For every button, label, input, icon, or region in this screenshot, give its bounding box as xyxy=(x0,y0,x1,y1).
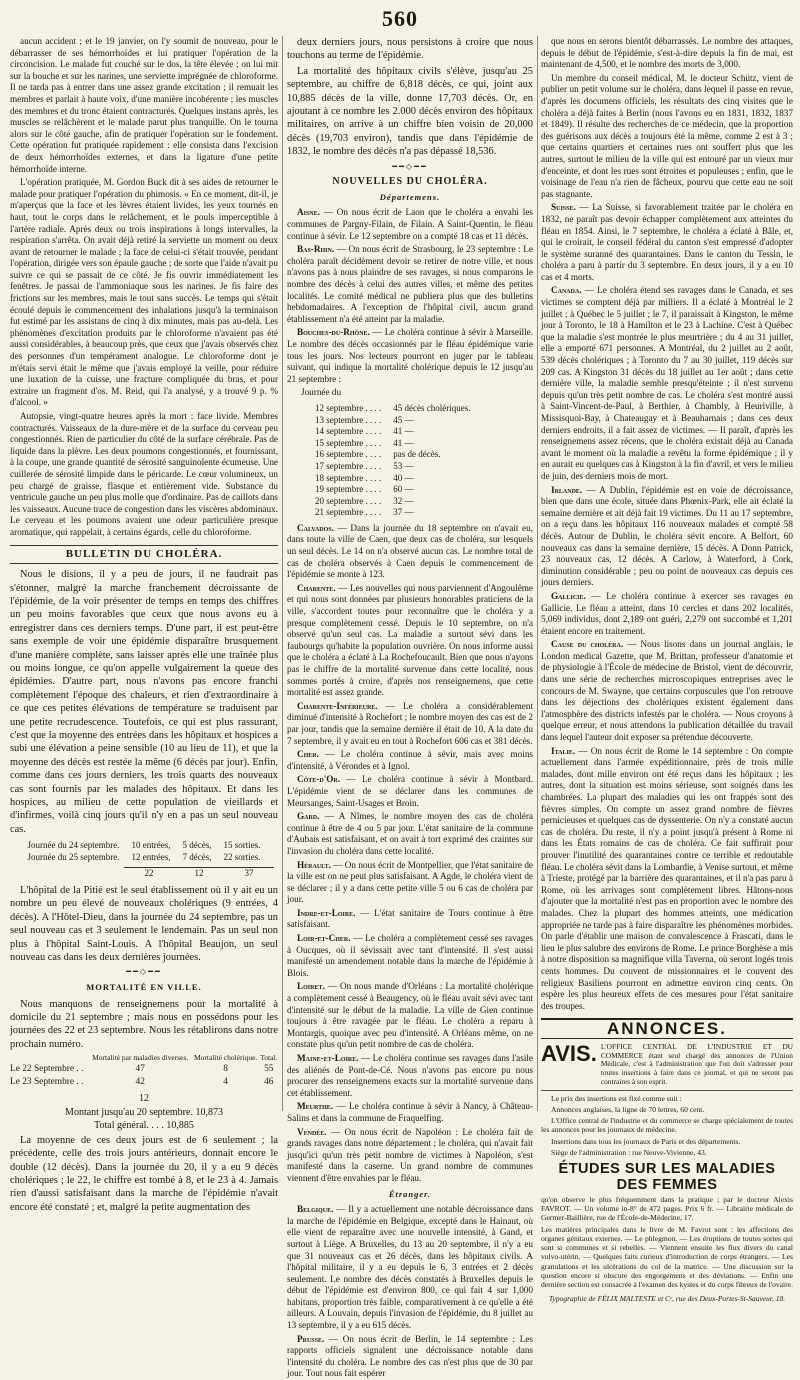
table-cell: 21 septembre . . . . xyxy=(315,507,382,518)
table-cell: 45 décès cholériques. xyxy=(393,402,471,413)
news-item xyxy=(287,207,533,242)
avis-text: L'OFFICE CENTRAL DE L'INDUSTRIE ET DU COMMERCE étant seul chargé des annonces de l'Union Médicale, c'est à l'administration que l'on doit s'adresser pour toutes insertions à faire dans ce journal, et qui ne seront pas contraires à son esprit. xyxy=(600,1041,793,1087)
news-text: — On nous écrit de Napoléon : Le choléra fait de grands ravages dans notre département ; le choléra, qui n'avait fait jusqu'ici qu'un très petit nombre de victimes à Napoléon, s'est manifesté dans la caserne. Un grand nombre de communes viennent d'être envahies par le fléau. xyxy=(287,1126,533,1183)
news-item xyxy=(287,701,533,747)
table-cell: 15 sorties. xyxy=(223,840,261,851)
news-place: Charente-Inférieure. xyxy=(297,700,378,711)
news-item xyxy=(287,908,533,931)
table-cell: Journée du 25 septembre. xyxy=(27,851,120,862)
table-row xyxy=(309,438,476,450)
bulletin-text xyxy=(10,568,278,836)
mortalite-montant: Montant jusqu'au 20 septembre. 10,873 xyxy=(65,1106,223,1118)
table-cell: 37 — xyxy=(393,507,414,518)
news-place: Meurthe. xyxy=(297,1101,334,1112)
table-cell: 8 xyxy=(223,1063,228,1074)
foreign-news xyxy=(541,202,793,1012)
news-item xyxy=(541,746,793,1013)
paragraph: aucun accident ; et le 19 janvier, on l'y soumit de nouveau, pour le débarrasser de ses hémorrhoïdes et lui pratiquer l'opération de la circoncision. Le malade fut couché sur le dos, la tête élevée ; on lui mit sur la bouche et sur les narines, une serviette imprégnée de chloroforme. Il ne tarda pas à entrer dans une assez grande excitation ; il remuait les membres et parlait à haute voix, d'une manière incohérente ; les muscles des membres et du tronc étaient contracturés. Quelques instans après, les muscles se relâchèrent et le malade parut plus tranquille. On le tourna alors sur le côté gauche, afin de pratiquer l'opération sur le fondement. Cette opération fut pratiquée rapidement : elle consista dans l'excision de deux hémorrhoïdes externes, et dans la ligature d'une petite hémorrhoïde interne. xyxy=(10,36,278,174)
news-text: — Le choléra continue à sévir à Montbard. L'épidémie vient de se déclarer dans les communes de Meursanges, Saint-Usages et Broin. xyxy=(287,774,533,808)
paragraph: deux derniers jours, nous persistons à croire que nous touchons au terme de l'épidémie. xyxy=(287,37,533,62)
page-number: 560 xyxy=(382,6,418,31)
mortalite-text xyxy=(10,998,278,1052)
article-continuation xyxy=(10,36,278,539)
table-row xyxy=(309,415,476,427)
column-3 xyxy=(541,36,793,1304)
news-place: Prusse. xyxy=(297,1333,325,1344)
imprint: Typographie de FÉLIX MALTESTE et Cᵉ, rue des Deux-Portes-St-Sauveur, 18. xyxy=(548,1294,786,1304)
paragraph: que nous en serons bientôt débarrassés. Le nombre des attaques, depuis le début de l'épidémie, s'est-à-dire depuis la fin de mai, est maintenant de 4,500, et le nombre des morts de 3,000. xyxy=(541,36,793,70)
table-cell: 46 xyxy=(264,1077,274,1088)
table-row xyxy=(22,840,267,852)
table-cell: Le 23 Septembre . . xyxy=(10,1077,84,1088)
news-text: — On nous mande d'Orléans : La mortalité cholérique a complètement cessé à Beaugency, où le fléau avait sévi avec tant d'intensité sur le début de la maladie. La ville de Gien continue toujours à être ravagée par le fléau. Le choléra a reparu à Montargis, quoique avec peu d'intensité. A Orléans même, on ne constate plus qu'un petit nombre de cas de choléra. xyxy=(287,981,533,1050)
news-text: — On nous écrit de Berlin, le 14 septembre : Les rapports officiels signalent une décroissance notable dans l'intensité du choléra. Le nombre des cas n'est plus que de 30 par jour. Tout nous fait espérer xyxy=(287,1333,533,1379)
news-item xyxy=(287,811,533,857)
table-cell: 7 décès, xyxy=(182,851,212,862)
news-place: Bas-Rhin. xyxy=(297,244,335,255)
table-cell: 55 xyxy=(264,1063,274,1074)
marseille-table xyxy=(309,403,476,519)
mortalite-text-2 xyxy=(10,1134,278,1214)
news-place: Hérault. xyxy=(297,859,331,870)
news-text: — Le choléra continue ses ravages dans l'asile des aliénés de Pont-de-Cé. Nous n'avons pas encore pu nous procurer des renseignemens exacts sur la mortalité survenue dans cet établissement. xyxy=(287,1053,533,1098)
news-item xyxy=(287,1053,533,1099)
ornament: ━━◇━━ xyxy=(392,161,428,171)
paragraph: Nous le disions, il y a peu de jours, il ne faudrait pas s'étonner, malgré la marche franchement décroissante de l'épidémie, de la voir présenter de temps en temps des chiffres un peu moins favorables que ceux que nous avons eu à enregistrer dans ces derniers temps. D'une part, il est peut-être sans exemple de voir une épidémie disparaître brusquement d'une manière complète, sans laisser après elle une traînée plus ou moins longue, ce qu'on appelle vulgairement la queue des épidémies. D'autre part, nous n'avons pas encore franchi complètement l'époque des chaleurs, et rien d'extraordinaire à ce que ces petites élévations de température se traduisent par une petite recrudescence. Toutefois, ce qui est plus rassurant, c'est que la moyenne des entrées dans les hôpitaux et hospices a subi une élévation a peine sensible (10 au lieu de 11), et que la moyenne des décès est restée la même (6 décès par jour). Enfin, comme dans ces jours derniers, les trois quarts des nouveaux cas sont fournis par les malades des hôpitaux. Et dans les hospices, au milieu de cette population de vieillards et d'infirmes, voilà cinq jours qu'il n'y en a pas un seul nouveau cas. xyxy=(10,569,278,835)
annonce-line: Annonces anglaises, la ligne de 70 lettres, 60 cent. xyxy=(551,1105,705,1115)
avis-title: AVIS. xyxy=(541,1040,597,1066)
mortalite-title: MORTALITÉ EN VILLE. xyxy=(86,982,202,993)
news-place: Gallicie. xyxy=(551,590,586,601)
news-place: Suisse. xyxy=(551,202,576,213)
total-deces: 12 xyxy=(174,868,224,880)
paragraph: Nous manquons de renseignemens pour la mortalité à domicile du 21 septembre ; mais nous en possédons pour les journées des 22 et 23 septembre. Nous les rétablirons dans notre prochain numéro. xyxy=(10,998,278,1050)
table-cell: 12 entrées, xyxy=(131,851,171,862)
table-cell: 41 — xyxy=(393,426,414,437)
table-cell: 16 septembre . . . . xyxy=(315,449,382,460)
news-text: — Le choléra continue à exercer ses ravages en Gallicie. Le fléau a atteint, dans 10 cercles et dans 202 localités, 5,069 individus, dont 2,189 ont guéri, 2,279 ont succombé et 1,201 étaient encore en traitement. xyxy=(541,590,793,636)
news-text: — Le choléra étend ses ravages dans le Canada, et ses victimes se comptent déjà par milliers. Il a éclaté à Montréal le 2 juillet ; à Québec le 5 juillet ; le 7, il paraissait à Kingston, le même jour à Toronto, le 18 à Hamilton et le 23 à Lachine. C'est à Québec que la maladie s'est montrée le plus meurtrière ; du 4 au 31 juillet, elle a emporté 671 personnes. A Montréal, du 2 juillet au 2 août, 539 décès cholériques ; à Toronto du 7 au 30 juillet, 119 décès sur 209 cas. A Kingston 31 décès du 18 juillet au 1er août ; dans cette dernière ville, la maladie semble presqu'éteinte ; il n'est survenu depuis qu'un très petit nombre de cas. Le choléra s'est montré aussi à Saint-Vincent-de-Paul, à Berthier, à Chambly, à Heuriville, à Missisquoi-Bay, à Chateaugay et à Beauharnais ; dans ces deux derniers endroits, il a fait assez de victimes. — Il paraît, d'après les renseignemens assez récens, que le choléra existait déjà au Canada avant le moment où la maladie a revêtu la forme épidémique ; il y en aurait eu quelques cas à Kingston à la fin d'avril, et vers le milieu de juin, des derniers mois de mort. xyxy=(541,285,793,481)
news-item xyxy=(287,327,533,385)
table-cell: 12 septembre . . . . xyxy=(315,402,382,413)
news-place: Bouches-du-Rhône. xyxy=(297,327,370,338)
etranger-news xyxy=(287,1204,533,1380)
table-row xyxy=(309,449,476,461)
news-text: — On nous écrit de Montpellier, que l'état sanitaire de la ville est on ne peut plus satisfaisant. A Agde, le choléra vient de se déclarer ; il y a dans cette petite ville 5 ou 6 cas de choléra par jour. xyxy=(287,859,533,905)
news-item xyxy=(541,591,793,637)
etudes-text: qu'on observe le plus fréquemment dans la pratique ; par le docteur Alexis FAVROT. — Un volume in-8° de 472 pages. Prix 6 fr. — Librairie médicale de Germer-Baillière, rue de l'École-de-Médecine, 17. xyxy=(541,1195,793,1223)
table-row xyxy=(309,403,476,415)
table-cell: 18 septembre . . . . xyxy=(315,472,382,483)
mortalite-total: Total général. . . . 10,885 xyxy=(94,1120,194,1132)
news-place: Maine-et-Loire. xyxy=(297,1053,359,1063)
paragraph: L'hôpital de la Pitié est le seul établissement où il y ait eu un nombre un peu élevé de nouveaux cholériques (9 entrées, 4 décès). A l'Hôtel-Dieu, dans la journée du 24 septembre, pas un seul nouveau cas et 3 seulement le lendemain. Pas un seul non plus à l'hôpital Saint-Louis. A l'hôpital Beaujon, un seul nouveau cas dans les deux dernières journées. xyxy=(10,885,278,964)
news-item xyxy=(287,583,533,699)
departements-title: Départemens. xyxy=(379,191,441,202)
news-text: — Il y a actuellement une notable décroissance dans la marche de l'épidémie en Belgique, excepté dans le Hainaut, où elle vient de reparaître avec une nouvelle intensité, à Gand, et surtout à Liège. A Bruxelles, du 13 au 20 septembre, il n'y a eu que 31 nouveaux cas et 26 décès, dans les hôpitaux civils. A l'hôpital militaire, il y a eu depuis le 6, 3 entrées et 2 décès seulement. Le nombre des décès constatés à Bruxelles depuis le début de l'épidémie est d'environ 800, ce qui fait 4 sur 1,000 habitans, proportion très faible, comparativement à ce qu'elle a été ailleurs. A Louvain, depuis l'invasion de l'épidémie, du 8 juillet au 13 septembre, il y a eu 615 décès. xyxy=(287,1204,533,1331)
table-header xyxy=(10,1054,89,1063)
table-row xyxy=(309,484,476,496)
mortalite-table xyxy=(10,1054,278,1090)
news-item xyxy=(287,1127,533,1185)
column-1 xyxy=(10,36,278,1213)
news-text: — La Suisse, si favorablement traitée par le choléra en 1832, ne paraît pas devoir échapper complètement aux atteintes du fléau en 1854. Ainsi, le 7 septembre, le choléra a éclaté à Bâle, et, qui le croirait, le conseil fédéral du canton s'est empressé d'adopter le système suranné des quarantaines. Dans le canton du Tessin, le choléra a paru à partir du 3 septembre. En deux jours, il y a eu 10 cas et 4 morts. xyxy=(541,202,793,282)
news-place: Cause du choléra. xyxy=(551,639,624,650)
news-place: Indre-et-Loire. xyxy=(297,907,356,918)
bulletin-table xyxy=(22,840,267,863)
column-divider xyxy=(282,36,283,1111)
annonces-lines xyxy=(541,1094,793,1157)
news-place: Loiret. xyxy=(297,981,325,992)
table-cell: 32 — xyxy=(393,495,414,506)
news-place: Calvados. xyxy=(297,522,334,533)
departements-news xyxy=(287,207,533,385)
avis-box xyxy=(541,1040,793,1091)
column-divider xyxy=(537,36,538,1111)
news-text: — Dans la journée du 18 septembre on n'avait eu, dans toute la ville de Caen, que deux cas de choléra, sur lesquels un seul décès. Le 14 on n'a observé aucun cas. Le nombre total de cas de choléra observés à Caen depuis le commencement de l'épidémie se monte à 123. xyxy=(287,522,533,580)
table-cell: 5 décès, xyxy=(182,840,212,851)
news-place: Belgique. xyxy=(297,1204,334,1215)
paragraph: Un membre du conseil médical, M. le docteur Schütz, vient de publier un petit volume sur le choléra, dans lequel il passe en revue, d'après les documens officiels, les résultats des cinq visites que le choléra a déjà faites à Berlin (nous l'avons eu en 1831, 1832, 1837 et 1849). Il résulte des recherches de ce médecin, que la proportion des guérisons aux décès a toujours été la même, comme 2 est à 3 ; que certains quartiers et certaines rues ont souffert plus que les autres, surtout le milieu de la ville qui est entouré par un vieux mur d'enceinte, et dont les rues sont étroites et populeuses ; enfin, que le voisinage de l'eau n'a rien de fâcheux, pourvu que cette eau ne soit pas stagnante. xyxy=(541,72,793,199)
etudes-title: ÉTUDES SUR LES MALADIES DES FEMMES xyxy=(558,1161,776,1194)
news-text: — Le choléra a complètement cessé ses ravages à Oucques, où il sévissait avec tant d'intensité. Il s'est aussi manifesté un amendement notable dans la marche de l'épidémie à Blois. xyxy=(287,933,533,978)
table-header: Mortalité par maladies diverses. xyxy=(92,1053,189,1063)
news-text: — Les nouvelles qui nous parviennent d'Angoulême et qui nous sont données par plusieurs honorables praticiens de la ville, s'accordent toutes pour reconnaître que le choléra y a presque complètement cessé. Depuis le 10 septembre, on n'a observé qu'un seul cas. La maladie a surtout sévi dans les faubourgs qu'habite la population ouvrière. On nous informe aussi que le choléra a éclaté à La Rochefoucault. Bien que nous n'ayons pas le chiffre de la mortalité survenue dans cette localité, nous sommes portés à croire, d'après nos renseignemens, que cette mortalité est assez grande. xyxy=(287,582,533,698)
table-row xyxy=(10,1076,278,1090)
total-entrees: 22 xyxy=(124,868,174,880)
news-item xyxy=(287,244,533,325)
news-item xyxy=(541,202,793,283)
news-item xyxy=(287,1204,533,1332)
table-row xyxy=(309,461,476,473)
bulletin-title: BULLETIN DU CHOLÉRA. xyxy=(10,545,278,565)
news-item xyxy=(287,981,533,1051)
table-cell: 13 septembre . . . . xyxy=(315,414,382,425)
news-text: — On nous écrit de Rome le 14 septembre : On compte actuellement dans l'armée expéditionnaire, près de trois mille malades, dont mille environ ont été reçus dans les hôpitaux ; les autres, dont la situation est moins sérieuse, sont soignés dans les chambrées. La plupart des maladies qui les ont frappés sont des fièvres simples. On compte un assez grand nombre de fièvres pernicieuses et quelques cas de dyssenterie. On n'y a constaté aucun cas de choléra. Du reste, il n'y a point jusqu'à présent à Rome ni dans les États romains de cas de choléra. Ce fait suffirait pour prouver l'inutilité des quarantaines contre ce terrible et redoutable fléau. Le choléra sévit dans la Lombardie, à Venise surtout, et même à Trieste, protégé par la barrière des quarantaines, et il n'a pas paru à Rome, où les arrivages sont complètement libres. Hâtons-nous d'ajouter que la mortalité n'est pas en proportion avec le nombre des malades. Chez la plupart des hommes atteints, une médication appropriée ne tarde pas à faire disparaître les phénomènes morbides. On parle d'établir une maison de convalescence à Frascati, dans le lieu le plus salubre des environs de Rome. Le prince Borghèse a mis à notre disposition sa magnifique villa Taverna, où seront logés trois cents hommes. Du couvent de missionnaires et le couvent des religieux Basiliens pourront en admettre environ cinq cents. On espère les plus heureux effets de ces mesures pour l'état sanitaire des troupes. xyxy=(541,745,793,1011)
table-cell: pas de décès. xyxy=(393,449,441,460)
departements-news-2 xyxy=(287,523,533,1185)
news-item xyxy=(287,860,533,906)
news-place: Gard. xyxy=(297,811,320,822)
annonce-line: Le prix des insertions est fixé comme suit : xyxy=(551,1093,682,1103)
total-sorties: 37 xyxy=(224,868,274,880)
paragraph: Autopsie, vingt-quatre heures après la mort : face livide. Membres contracturés. Vaisseaux de la dure-mère et de la surface du cerveau peu congestionnés. Rien de particulier du côté de la surface cérébrale. Pas de liquide dans la plèvre. Les deux poumons congestionnés, et fournissant, à la coupe, une grande quantité de sérosité sanguinolente écumeuse. Une cuillerée de sérosité limpide dans le péricarde. Le cœur volumineux, un peu chargé de graisse, flasque et entièrement vide. Substance du ventricule gauche un peu plus molle que d'ordinaire. Pas de caillots dans les vaisseaux. Aucune trace de congestion dans les viscères abdominaux. Le cerveau et les poumons avaient une odeur particulière presque aromatique, qui rappelait, à certains égards, celle du chloroforme. xyxy=(10,411,278,537)
table-header: Total. xyxy=(260,1053,278,1063)
news-item xyxy=(541,485,793,589)
news-text: — A Nîmes, le nombre moyen des cas de choléra continue à être de 4 ou 5 par jour. L'état sanitaire de la commune d'Aubais est satisfaisant, et on avait à tort exprimé des craintes sur l'invasion du choléra dans cette localité. xyxy=(287,811,533,856)
bulletin-text-2 xyxy=(10,884,278,964)
table-cell: 4 xyxy=(223,1077,228,1088)
ornament: ━━◇━━ xyxy=(126,967,162,977)
news-place: Côte-d'Or. xyxy=(297,774,341,785)
table-row xyxy=(309,507,476,519)
column-2 xyxy=(287,36,533,1379)
table-cell: Journée du 24 septembre. xyxy=(27,840,120,851)
table-row xyxy=(10,1063,278,1077)
table-row xyxy=(22,852,267,864)
news-place: Vendée. xyxy=(297,1126,327,1137)
news-place: Irlande. xyxy=(551,484,583,495)
news-item xyxy=(287,1101,533,1124)
table-cell: 10 entrées, xyxy=(131,840,171,851)
news-text: — Nous lisons dans un journal anglais, le London medical Gazette, que M. Brittan, professeur d'anatomie et de physiologie à l'École de médecine de Bristol, vient de découvrir, dans une série de recherches microscopiques entreprises avec le concours de M. Swayne, que certains corpuscules que l'on retrouve dans les déjections des cholériques existent également dans l'atmosphère des districts infestés par le choléra. — Nous croyons à quelque erreur, et nous attendons la publication détaillée du travail dans lequel l'auteur doit exposer sa prétendue découverte. xyxy=(541,639,793,743)
news-item xyxy=(287,749,533,772)
news-item xyxy=(287,774,533,809)
table-cell: 22 sorties. xyxy=(223,851,261,862)
news-place: Canada. xyxy=(551,285,582,296)
table-cell: 42 xyxy=(135,1077,145,1088)
news-text: — Le choléra continue à sévir à Marseille. Le nombre des décès occasionnés par le fléau épidémique varie tous les jours. Nos lecteurs pourront en juger par le tableau suivant, qui indique la mortalité cholérique depuis le 12 jusqu'au 21 septembre : xyxy=(287,327,533,384)
news-place: Loir-et-Cher. xyxy=(297,933,351,944)
annonce-line: L'Office central de l'industrie et du commerce se charge spécialement de toutes les annonces pour les journaux de médecine. xyxy=(541,1116,793,1135)
news-text: — Le choléra a considérablement diminué d'intensité à Rochefort ; le nombre moyen des cas est de 2 par jour, tandis que la semaine dernière il était de 10. A la date du 7 septembre, il y avait eu en tout à Rochefort 606 cas et 381 décès. xyxy=(287,700,533,746)
mortalite-subtotal: 12 xyxy=(139,1092,149,1104)
news-text: — A Dublin, l'épidémie est en voie de décroissance, bien que dans une école, située dans Phœnix-Park, elle ait éclaté la semaine dernière et ait déjà fait 19 victimes. Du 11 au 17 septembre, on a reçu dans les hôpitaux 116 nouveaux malades et compté 58 décès. Autour de Dublin, le choléra sévit encore. A Belfort, 60 nouveaux cas dans la semaine dernière, 15 décès. A Donn Patrick, 23 nouveaux cas, 12 décès. A Carlow, à Waterford, à Cork, diminution considérable ; peu ou point de nouveaux cas depuis ces jours derniers. xyxy=(541,484,793,588)
news-text: — L'état sanitaire de Tours continue à être satisfaisant. xyxy=(287,907,533,930)
table-cell: 17 septembre . . . . xyxy=(315,460,382,471)
table-cell: 47 xyxy=(135,1063,145,1074)
news-item xyxy=(541,639,793,743)
etudes-text-2: Les matières principales dans le livre de M. Favrot sont : les affections des organes génitaux externes. — Le phlegmon. — Les éruptions de toutes sortes qui sont si communes et si rebelles. — Viennent ensuite les flux divers du canal vulvo-utérin. — Quelques faits curieux d'introduction de corps étrangers. — Les granulations et les ulcérations du col de la matrice. — Une discussion sur la question encore si obscure des engorgemens et des déviations. — Enfin une dernière section est consacrée à l'examen des kystes et du corps fibreux de l'ovaire. xyxy=(541,1224,793,1289)
news-text: — Le choléra continue à sévir à Nancy, à Château-Salins et dans la commune de Fraquelfing. xyxy=(287,1101,533,1123)
table-row xyxy=(309,426,476,438)
table-row xyxy=(309,473,476,485)
paragraph: La moyenne de ces deux jours est de 6 seulement ; la précédente, celle des trois jours antérieurs, donnait encore le double (12 décès). Dans la journée du 20, il y a eu 9 décès cholériques ; le 22, le chiffre est tombé à 8, et le 23 à 4. Jamais rien d'aussi satisfaisant dans la marche de l'épidémie n'avait encore été constaté ; et, malgré la petite augmentation des xyxy=(10,1134,278,1213)
news-place: Aisne. xyxy=(297,207,320,218)
annonces-title: ANNONCES. xyxy=(541,1018,793,1039)
news-item xyxy=(541,285,793,482)
article-continuation xyxy=(541,36,793,200)
news-item xyxy=(287,1334,533,1380)
news-item xyxy=(287,933,533,979)
nouvelles-title: NOUVELLES DU CHOLÉRA. xyxy=(332,176,488,188)
table-cell: 15 septembre . . . . xyxy=(315,437,382,448)
table-cell: 41 — xyxy=(393,437,414,448)
news-item xyxy=(287,523,533,581)
annonce-line: Siège de l'administration : rue Neuve-Vivienne, 43. xyxy=(551,1147,707,1157)
paragraph: La mortalité des hôpitaux civils s'élève, jusqu'au 25 septembre, au chiffre de 6,818 décès, ce qui, joint aux 10,885 décès de la ville, donne 17,703 décès. Or, en ajoutant à ce nombre les 2.000 décès environ des hôpitaux militaires, on arrive à un chiffre bien voisin de 20,000 décès (19,703 environ), tandis que dans l'épidémie de 1832, le nombre des décès n'a pas dépassé 18,536. xyxy=(287,65,533,158)
etranger-title: Étranger. xyxy=(388,1188,432,1199)
table-header: Mortalité cholérique. xyxy=(193,1053,258,1063)
paragraph: L'opération pratiquée, M. Gordon Buck dit à ses aides de retourner le malade pour pratiquer l'opération du phimosis. « En ce moment, dit-il, je m'aperçus que la face et les lèvres étaient livides, les yeux tournés en haut, tout le corps dans le relâchement, et le pouls imperceptible à l'artère radiale. Après deux ou trois inspirations à longs intervalles, la respiration s'arrêta. On avait déjà retiré la serviette un moment ou deux avant de retourner le malade ; la face de celui-ci s'était trouvée, pendant l'opération, dirigée vers son épaule gauche ; de sorte que l'aide n'avait pu suivre ce qui se passait de ce côté. Je fis ouvrir immédiatement les fenêtres. Je passai de l'ammoniaque sous les narines. Je fis faire des frictions sur les membres, mais le tout sans succès. Le temps qui s'était écoulé depuis le commencement des inhalations jusqu'à la terminaison fut estimé par les assistans de cinq à dix minutes, mais pas au-delà. Les phénomènes d'excitation produits par le chloroforme n'avaient pas été aussi considérables, à beaucoup près, que ceux que j'avais observés chez des personnes d'un tempérament analogue. Le chloroforme dont je m'étais servi était le même que j'avais employé la veille, pour réduire une luxation de la cuisse, une fracture compliquée du bras, et pour extraire un fragment d'os. M. Reid, qui l'a analysé, y a trouvé 9 p. % d'alcool. » xyxy=(10,177,278,408)
bulletin-totals xyxy=(14,867,274,880)
table-cell: 14 septembre . . . . xyxy=(315,426,382,437)
article-continuation xyxy=(287,36,533,159)
table-cell: 60 — xyxy=(393,484,414,495)
table-cell: Le 22 Septembre . . xyxy=(10,1063,84,1074)
table-cell: 40 — xyxy=(393,472,414,483)
table-cell: 45 — xyxy=(393,414,414,425)
marseille-label: Journée du xyxy=(301,387,342,398)
table-cell: 53 — xyxy=(393,460,414,471)
table-header-row xyxy=(10,1054,278,1063)
news-text: — On nous écrit de Strasbourg, le 23 septembre : Le choléra paraît décidément devoir se retirer de notre ville, et nous n'avons pas à nous plaindre de ses ravages, si nous comparons le nombre des décès à celui des autres villes, et même des petites localités. Le comité médical ne publiera plus que des bulletins hebdomadaires. A l'exception de l'hôpital civil, aucun grand établissement n'a été atteint par la maladie. xyxy=(287,244,533,324)
news-place: Charente. xyxy=(297,582,336,593)
news-text: — Le choléra continue à sévir, mais avec moins d'intensité, à Vérondes et à Ignol. xyxy=(287,749,533,771)
annonce-line: Insertions dans tous les journaux de Paris et des départements. xyxy=(551,1136,741,1146)
table-cell: 19 septembre . . . . xyxy=(315,484,382,495)
news-place: Italie. xyxy=(551,745,576,756)
table-cell: 20 septembre . . . . xyxy=(315,495,382,506)
news-place: Cher. xyxy=(297,749,319,760)
news-text: — On nous écrit de Laon que le choléra a envahi les communes de Pargny-Filain, de Filain. A Saint-Quentin, le fléau continue à sévir. Le 12 septembre on a compté 18 cas et 11 décès. xyxy=(287,207,533,241)
table-row xyxy=(309,496,476,508)
